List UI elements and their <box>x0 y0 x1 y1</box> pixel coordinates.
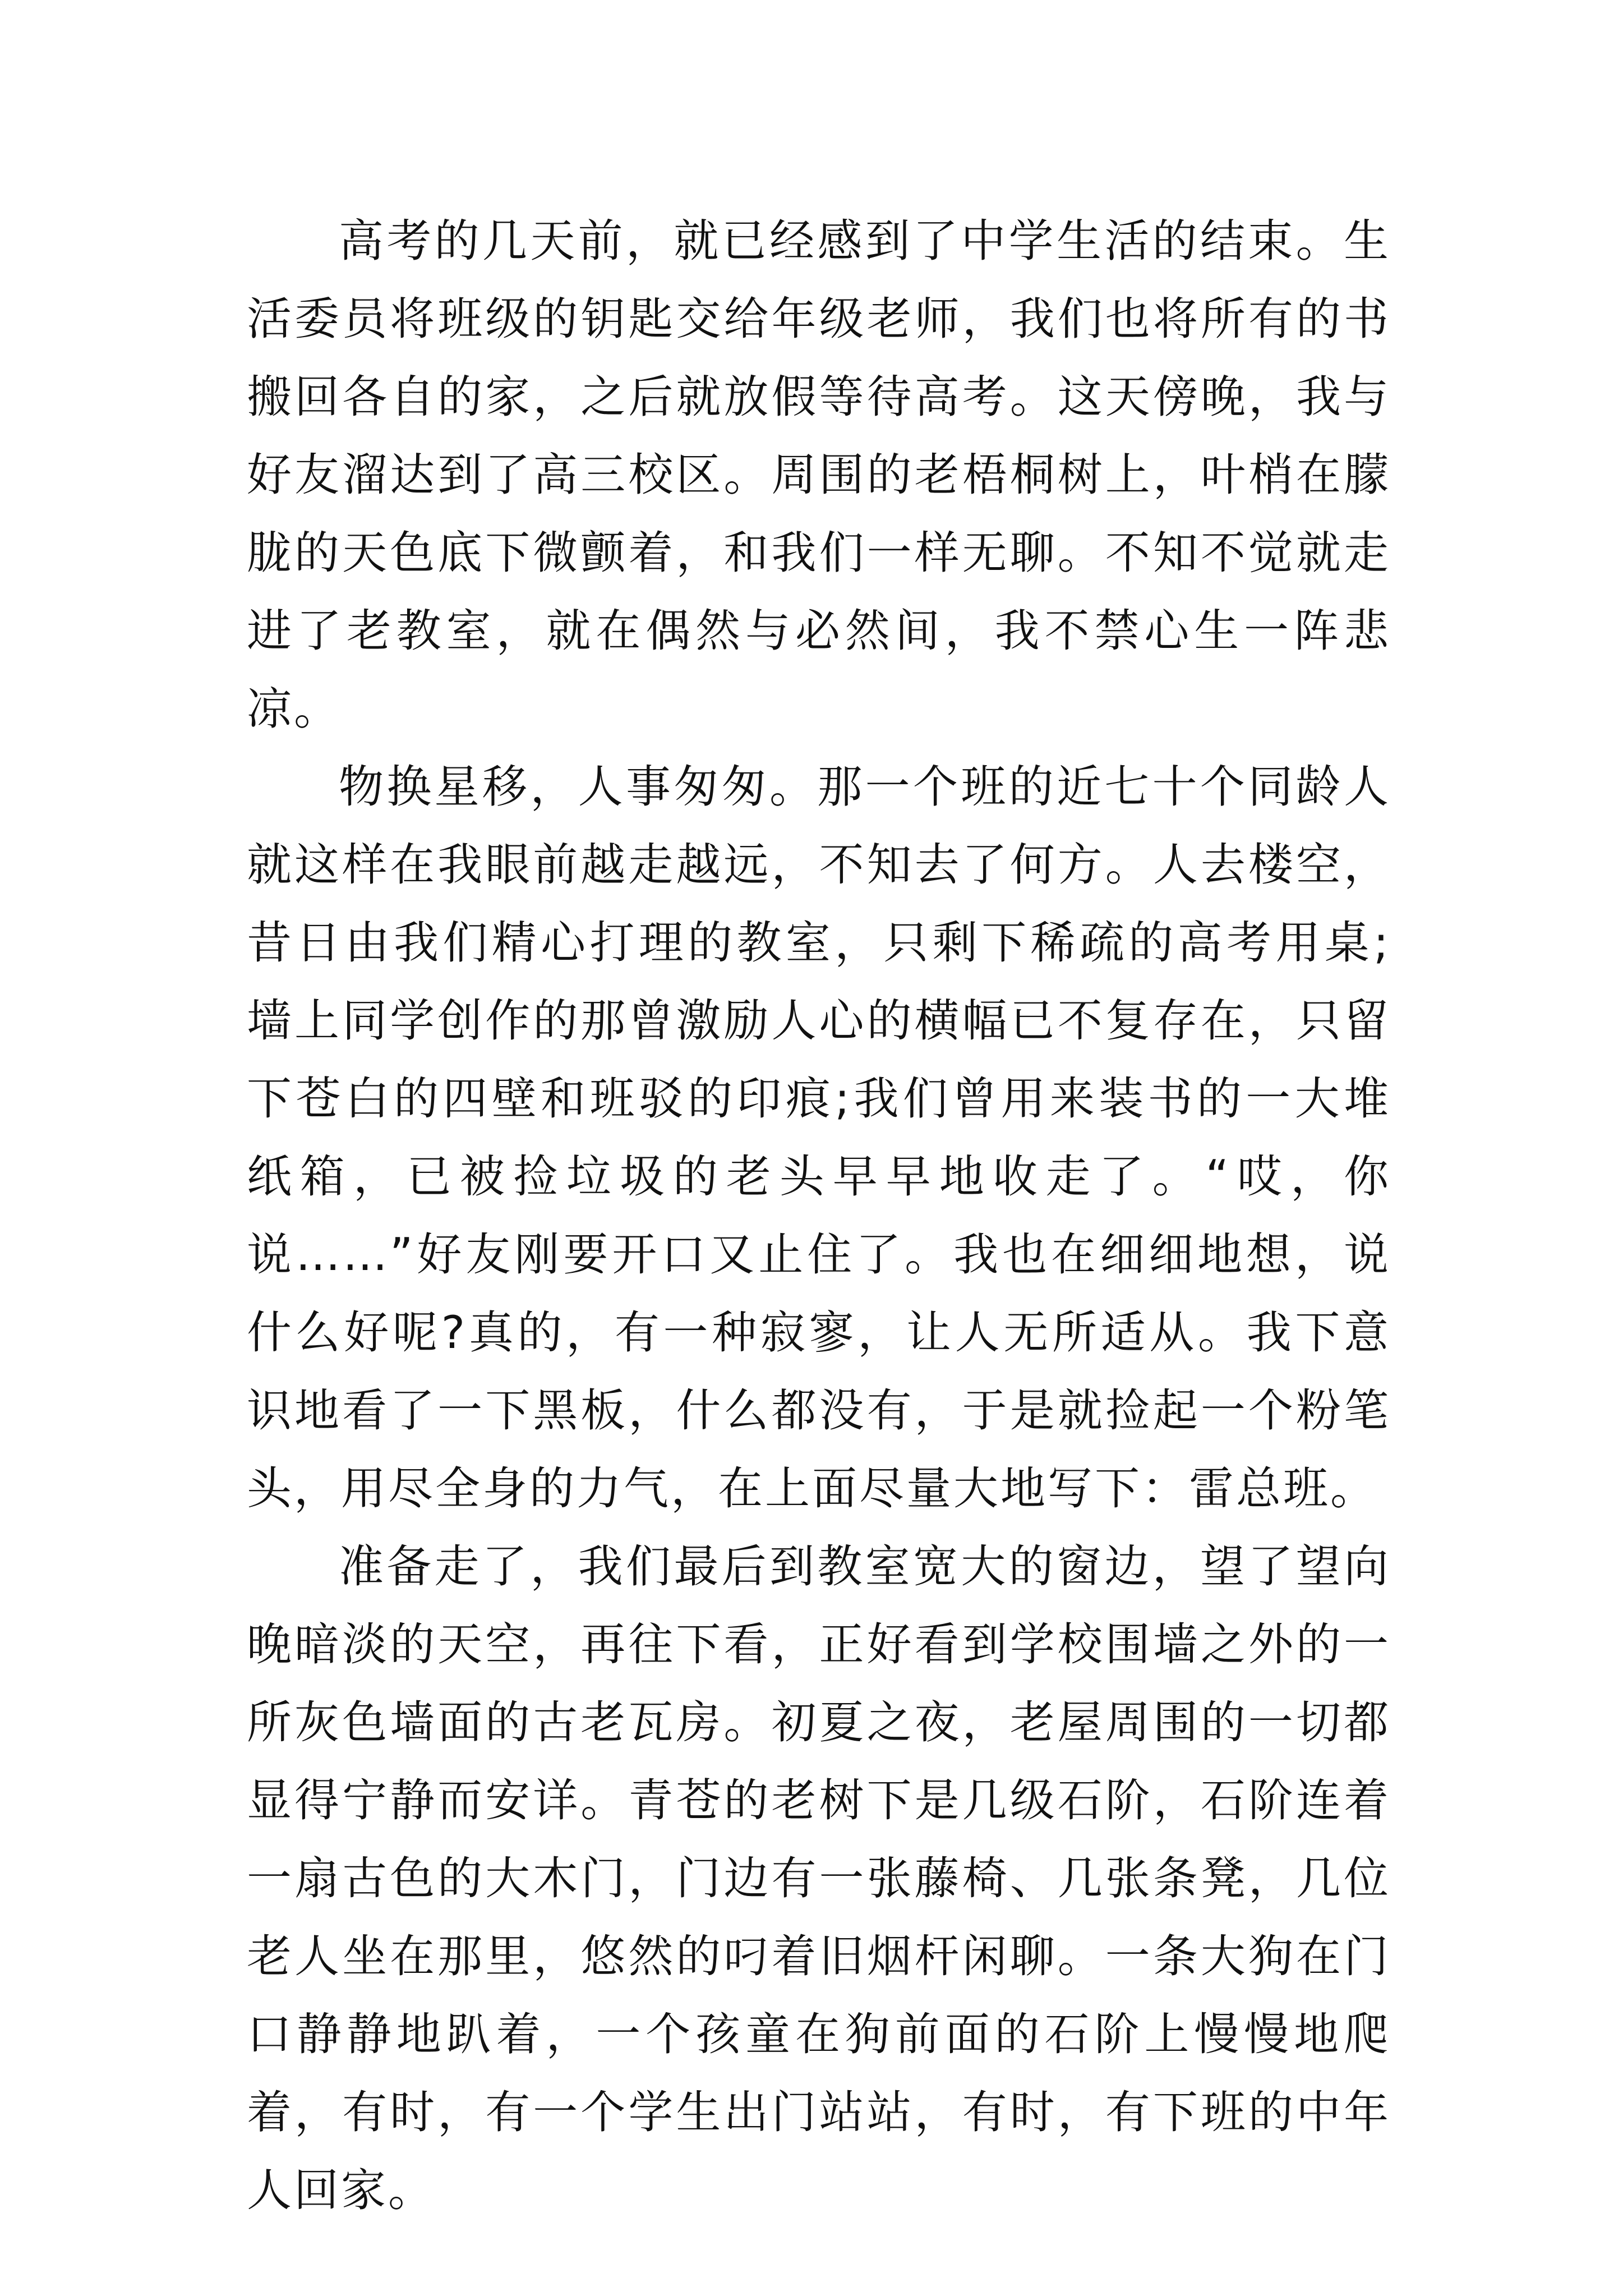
body-text <box>247 202 1391 2229</box>
paragraph-3: 准备走了，我们最后到教室宽大的窗边，望了望向晚暗淡的天空，再往下看，正好看到学校围墙之外的一所灰色墙面的古老瓦房。初夏之夜，老屋周围的一切都显得宁静而安详。青苍的老树下是几级石阶，石阶连着一扇古色的大木门，门边有一张藤椅、几张条凳，几位老人坐在那里，悠然的叼着旧烟杆闲聊。一条大狗在门口静静地趴着，一个孩童在狗前面的石阶上慢慢地爬着，有时，有一个学生出门站站，有时，有下班的中年人回家。 <box>247 1540 1391 2216</box>
paragraph-2: 物换星移，人事匆匆。那一个班的近七十个同龄人就这样在我眼前越走越远，不知去了何方。人去楼空，昔日由我们精心打理的教室，只剩下稀疏的高考用桌;墙上同学创作的那曾激励人心的横幅已不复存在，只留下苍白的四壁和班驳的印痕;我们曾用来装书的一大堆纸箱，已被捡垃圾的老头早早地收走了。“哎，你说……”好友刚要开口又止住了。我也在细细地想，说什么好呢?真的，有一种寂寥，让人无所适从。我下意识地看了一下黑板，什么都没有，于是就捡起一个粉笔头，用尽全身的力气，在上面尽量大地写下：雷总班。 <box>247 761 1391 1515</box>
paragraph-1: 高考的几天前，就已经感到了中学生活的结束。生活委员将班级的钥匙交给年级老师，我们也将所有的书搬回各自的家，之后就放假等待高考。这天傍晚，我与好友溜达到了高三校区。周围的老梧桐树上，叶梢在朦胧的天色底下微颤着，和我们一样无聊。不知不觉就走进了老教室，就在偶然与必然间，我不禁心生一阵悲凉。 <box>247 215 1391 735</box>
